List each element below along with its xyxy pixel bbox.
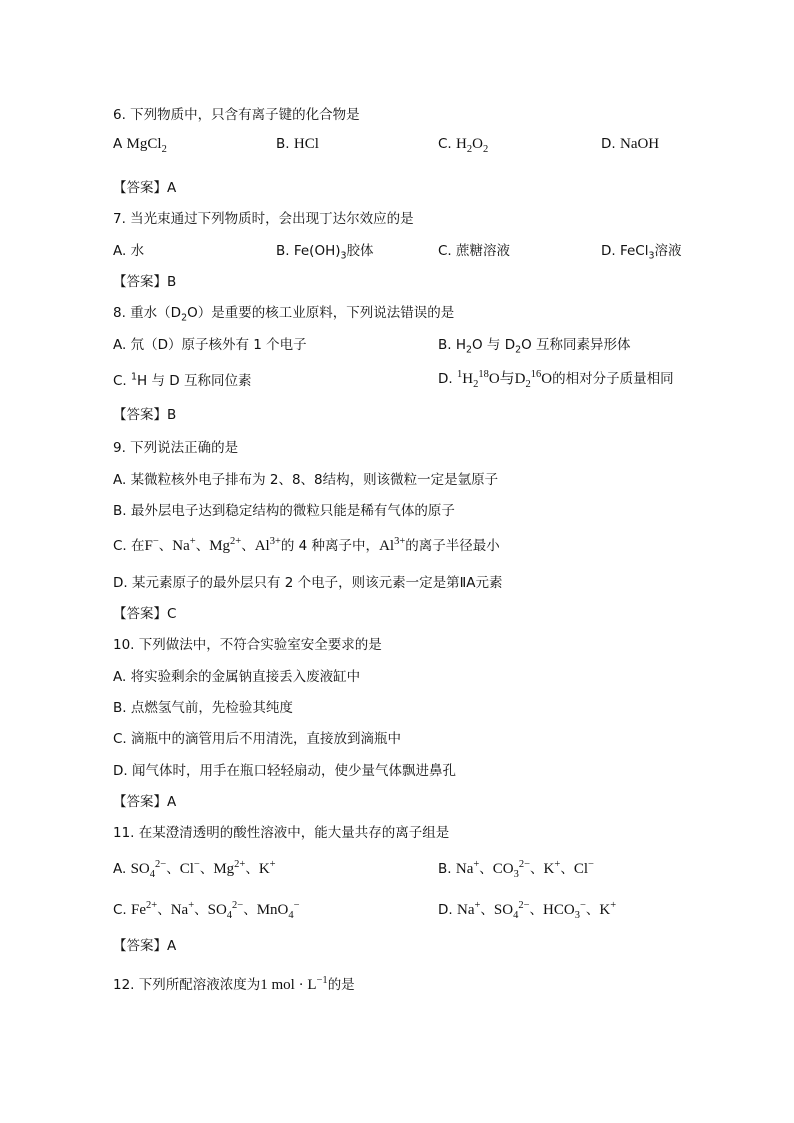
question-9-stem: 9. 下列说法正确的是 (113, 440, 239, 456)
question-8-option-a: A. 氘（D）原子核外有 1 个电子 (113, 337, 307, 353)
question-9-option-b: B. 最外层电子达到稳定结构的微粒只能是稀有气体的原子 (113, 503, 455, 519)
question-7-answer (113, 270, 176, 290)
question-11-option-b: B. Na+、$CO_3^{2-}$、K+、Cl− (438, 859, 594, 880)
answer-tag: 【答案】 (113, 794, 167, 810)
question-10-option-a: A. 将实验剩余的金属钠直接丢入废液缸中 (113, 669, 361, 685)
question-7-stem: 7. 当光束通过下列物质时，会出现丁达尔效应的是 (113, 211, 414, 227)
answer-tag: 【答案】 (113, 407, 167, 423)
question-7-option-c: C. 蔗糖溶液 (438, 243, 511, 259)
question-6-option-b (276, 136, 319, 153)
answer-value: A (167, 180, 177, 196)
question-7-option-d: D. FeCl$_3$溶液 (601, 243, 682, 262)
answer-value: C (167, 606, 177, 622)
question-11-option-a: A. $SO_4^{2-}$、Cl−、$Mg^{2+}$、K+ (113, 859, 276, 880)
option-label: C. (438, 136, 452, 152)
answer-value: B (167, 407, 177, 423)
option-label: B. (276, 136, 290, 152)
question-10-option-d: D. 闻气体时，用手在瓶口轻轻扇动，使少量气体飘进鼻孔 (113, 763, 456, 779)
question-9-option-a: A. 某微粒核外电子排布为 2、8、8结构，则该微粒一定是氩原子 (113, 472, 499, 488)
formula: MgCl$_2$ (126, 136, 167, 155)
question-9-option-d: D. 某元素原子的最外层只有 2 个电子，则该元素一定是第ⅡA元素 (113, 575, 503, 591)
question-11-option-c: C. $Fe^{2+}$、Na+、$SO_4^{2-}$、MnO$_4$− (113, 900, 300, 921)
question-6-option-d (601, 136, 659, 153)
question-10-option-b: B. 点燃氢气前，先检验其纯度 (113, 700, 293, 716)
question-8-stem: 8. 重水$(D_2O)$是重要的核工业原料，下列说法错误的是 (113, 305, 455, 324)
question-10-option-c: C. 滴瓶中的滴管用后不用清洗，直接放到滴瓶中 (113, 731, 402, 747)
question-8-option-c: C. $^1$H 与 D 互称同位素 (113, 371, 252, 389)
option-label: A (113, 136, 123, 152)
question-6-option-c (438, 136, 488, 153)
question-11-answer (113, 934, 176, 954)
question-10-answer (113, 790, 176, 810)
question-9-option-c: C. 在F−、Na+、$Mg^{2+}$、$Al^{3+}$的 4 种离子中，$Al^{3+}$的离子半径最小 (113, 536, 500, 554)
answer-value: B (167, 274, 177, 290)
question-7-option-a: A. 水 (113, 243, 145, 259)
question-12-stem: 12. 下列所配溶液浓度为1 mol · $L^{-1}$的是 (113, 975, 355, 993)
question-6-option-a (113, 136, 167, 153)
question-9-answer (113, 602, 176, 622)
answer-value: A (167, 794, 177, 810)
formula: $H_2O_2$ (456, 136, 489, 155)
formula: HCl (293, 136, 319, 152)
question-11-stem: 11. 在某澄清透明的酸性溶液中，能大量共存的离子组是 (113, 825, 450, 841)
formula: NaOH (619, 136, 660, 152)
formula: $^1H_2^{18}O$与$D_2^{16}O$ (456, 369, 553, 390)
answer-tag: 【答案】 (113, 606, 167, 622)
question-10-stem: 10. 下列做法中，不符合实验室安全要求的是 (113, 637, 382, 653)
question-8-answer (113, 403, 176, 423)
unit: 1 mol · $L^{-1}$ (260, 975, 328, 993)
question-6-answer (113, 176, 176, 196)
answer-value: A (167, 938, 177, 954)
answer-tag: 【答案】 (113, 180, 167, 196)
answer-tag: 【答案】 (113, 938, 167, 954)
question-8-option-d: D. $^1H_2^{18}O$与$D_2^{16}O$的相对分子质量相同 (438, 369, 674, 390)
option-label: D. (601, 136, 616, 152)
answer-tag: 【答案】 (113, 274, 167, 290)
question-6-stem: 6. 下列物质中，只含有离子键的化合物是 (113, 107, 360, 123)
question-8-option-b: B. $H_2O$ 与 $D_2O$ 互称同素异形体 (438, 337, 631, 356)
question-7-option-b: B. $Fe(OH)_3$胶体 (276, 243, 374, 262)
question-11-option-d: D. Na+、$SO_4^{2-}$、$HCO_3^-$、K+ (438, 900, 617, 921)
